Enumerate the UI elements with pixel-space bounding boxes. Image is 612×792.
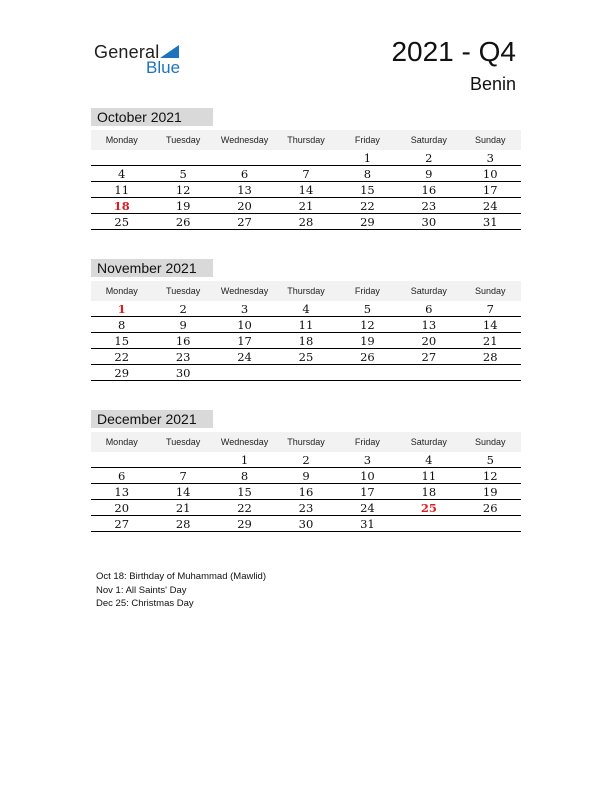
weekday-label: Saturday [410, 135, 447, 145]
month-calendar [91, 108, 521, 230]
weekday-label: Friday [354, 135, 380, 145]
day-cell: 29 [114, 366, 130, 380]
week-row [91, 349, 521, 365]
day-cell: 30 [421, 215, 437, 229]
weekday-label: Wednesday [220, 286, 269, 296]
month-name: October 2021 [91, 108, 213, 126]
day-cell: 22 [114, 350, 130, 364]
day-cell: 26 [482, 501, 498, 515]
day-cell [275, 150, 336, 165]
day-cell: 14 [482, 318, 498, 332]
day-cell: 10 [360, 469, 375, 483]
week-row [91, 182, 521, 198]
day-cell: 16 [298, 485, 314, 499]
day-cell [398, 365, 459, 380]
day-cell: 7 [179, 469, 187, 483]
week-row [91, 214, 521, 230]
day-cell [214, 150, 275, 165]
day-cell: 23 [175, 350, 191, 364]
weekday-label: Friday [354, 286, 380, 296]
day-cell: 23 [421, 199, 437, 213]
day-cell: 26 [360, 350, 375, 364]
weekday-header [91, 281, 521, 301]
weekday-label: Friday [354, 437, 380, 447]
day-cell: 27 [237, 215, 252, 229]
day-cell: 21 [298, 199, 314, 213]
day-cell: 3 [486, 151, 494, 165]
logo-general-text: General [94, 42, 160, 62]
day-cell: 19 [482, 485, 498, 499]
day-cell: 28 [298, 215, 314, 229]
day-cell: 17 [237, 334, 252, 348]
day-cell: 10 [237, 318, 252, 332]
day-cell: 13 [421, 318, 437, 332]
day-cell [152, 452, 213, 467]
day-cell: 11 [114, 183, 130, 197]
month-name: December 2021 [91, 410, 213, 428]
day-cell: 30 [175, 366, 191, 380]
logo-triangle-icon [160, 45, 179, 58]
day-cell: 3 [240, 302, 249, 316]
weekday-label: Thursday [287, 437, 325, 447]
day-cell: 18 [298, 334, 314, 348]
week-row [91, 317, 521, 333]
day-cell: 26 [175, 215, 191, 229]
weekday-label: Monday [105, 437, 138, 447]
day-cell: 24 [237, 350, 252, 364]
weekday-header [91, 432, 521, 452]
weekday-label: Thursday [287, 135, 325, 145]
holiday-note: Nov 1: All Saints' Day [96, 584, 187, 596]
day-cell: 27 [421, 350, 437, 364]
day-cell: 3 [363, 453, 372, 467]
day-cell: 25 [298, 350, 314, 364]
day-cell: 6 [240, 167, 249, 181]
day-cell: 12 [360, 318, 375, 332]
weekday-label: Wednesday [220, 437, 269, 447]
day-cell: 8 [240, 469, 249, 483]
holiday-note: Oct 18: Birthday of Muhammad (Mawlid) [96, 571, 267, 582]
day-cell [214, 365, 275, 380]
weekday-label: Sunday [474, 437, 506, 447]
day-cell: 24 [482, 199, 498, 213]
weekday-label: Thursday [287, 286, 325, 296]
day-cell: 28 [175, 517, 191, 531]
day-cell: 2 [179, 302, 187, 316]
day-cell: 13 [237, 183, 252, 197]
weekday-header [91, 130, 521, 150]
day-cell [91, 150, 152, 165]
day-cell: 20 [421, 334, 437, 348]
week-row [91, 484, 521, 500]
day-cell: 9 [179, 318, 187, 332]
day-cell: 12 [482, 469, 498, 483]
day-cell [337, 365, 398, 380]
day-cell: 7 [486, 302, 494, 316]
week-row [91, 333, 521, 349]
day-cell: 16 [175, 334, 191, 348]
day-cell: 22 [360, 199, 375, 213]
weekday-label: Tuesday [166, 286, 201, 296]
week-row [91, 452, 521, 468]
day-cell: 4 [425, 453, 433, 467]
month-calendar [91, 410, 521, 532]
week-row [91, 516, 521, 532]
holiday-notes [96, 570, 266, 611]
day-cell: 1 [117, 302, 126, 316]
day-cell: 7 [302, 167, 310, 181]
generalblue-logo [94, 40, 194, 80]
day-cell: 17 [360, 485, 375, 499]
week-row [91, 365, 521, 381]
day-cell [398, 516, 459, 531]
day-cell: 10 [482, 167, 498, 181]
day-cell: 19 [360, 334, 375, 348]
day-cell: 17 [482, 183, 498, 197]
page-title: 2021 - Q4 [391, 36, 516, 67]
country-name: Benin [469, 74, 516, 94]
day-cell: 24 [360, 501, 375, 515]
day-cell: 11 [298, 318, 314, 332]
week-row [91, 301, 521, 317]
day-cell: 6 [425, 302, 433, 316]
day-cell: 20 [237, 199, 252, 213]
day-cell: 22 [237, 501, 252, 515]
day-cell: 1 [363, 151, 372, 165]
day-cell [460, 516, 521, 531]
day-cell: 12 [175, 183, 191, 197]
holiday-note: Dec 25: Christmas Day [96, 598, 194, 609]
day-cell: 15 [114, 334, 130, 348]
day-cell: 20 [114, 501, 130, 515]
weekday-label: Monday [105, 135, 138, 145]
day-cell: 31 [360, 517, 375, 531]
day-cell: 2 [302, 453, 310, 467]
week-row [91, 198, 521, 214]
day-cell: 30 [298, 517, 314, 531]
month-name: November 2021 [91, 259, 213, 277]
day-cell: 2 [425, 151, 433, 165]
week-row [91, 500, 521, 516]
day-cell: 8 [363, 167, 372, 181]
week-row [91, 166, 521, 182]
day-cell: 15 [237, 485, 252, 499]
weekday-label: Monday [105, 286, 138, 296]
week-row [91, 468, 521, 484]
day-cell: 9 [425, 167, 433, 181]
weekday-label: Tuesday [166, 437, 201, 447]
day-cell [275, 365, 336, 380]
day-cell: 6 [118, 469, 126, 483]
day-cell: 5 [486, 453, 494, 467]
day-cell: 5 [179, 167, 187, 181]
day-cell [460, 365, 521, 380]
day-cell: 25 [114, 215, 130, 229]
weekday-label: Tuesday [166, 135, 201, 145]
day-cell: 14 [175, 485, 191, 499]
day-cell: 27 [114, 517, 130, 531]
day-cell: 28 [482, 350, 498, 364]
day-cell: 13 [114, 485, 130, 499]
day-cell: 11 [421, 469, 437, 483]
weekday-label: Wednesday [220, 135, 269, 145]
logo-blue-text: Blue [146, 58, 181, 77]
day-cell: 5 [363, 302, 372, 316]
day-cell: 16 [421, 183, 437, 197]
day-cell: 25 [420, 501, 437, 515]
day-cell [91, 452, 152, 467]
day-cell: 21 [482, 334, 498, 348]
day-cell: 18 [113, 199, 130, 213]
day-cell: 31 [482, 215, 498, 229]
day-cell: 4 [302, 302, 310, 316]
weekday-label: Saturday [410, 286, 447, 296]
day-cell: 9 [302, 469, 310, 483]
day-cell: 29 [360, 215, 375, 229]
week-row [91, 150, 521, 166]
day-cell: 29 [237, 517, 252, 531]
day-cell: 8 [118, 318, 126, 332]
month-calendar [91, 259, 521, 381]
weekday-label: Saturday [410, 437, 447, 447]
day-cell: 18 [421, 485, 437, 499]
day-cell: 19 [175, 199, 191, 213]
weekday-label: Sunday [474, 135, 506, 145]
day-cell: 23 [298, 501, 314, 515]
day-cell: 21 [175, 501, 191, 515]
day-cell [152, 150, 213, 165]
day-cell: 4 [118, 167, 126, 181]
day-cell: 14 [298, 183, 314, 197]
weekday-label: Sunday [474, 286, 506, 296]
day-cell: 15 [360, 183, 375, 197]
day-cell: 1 [240, 453, 249, 467]
